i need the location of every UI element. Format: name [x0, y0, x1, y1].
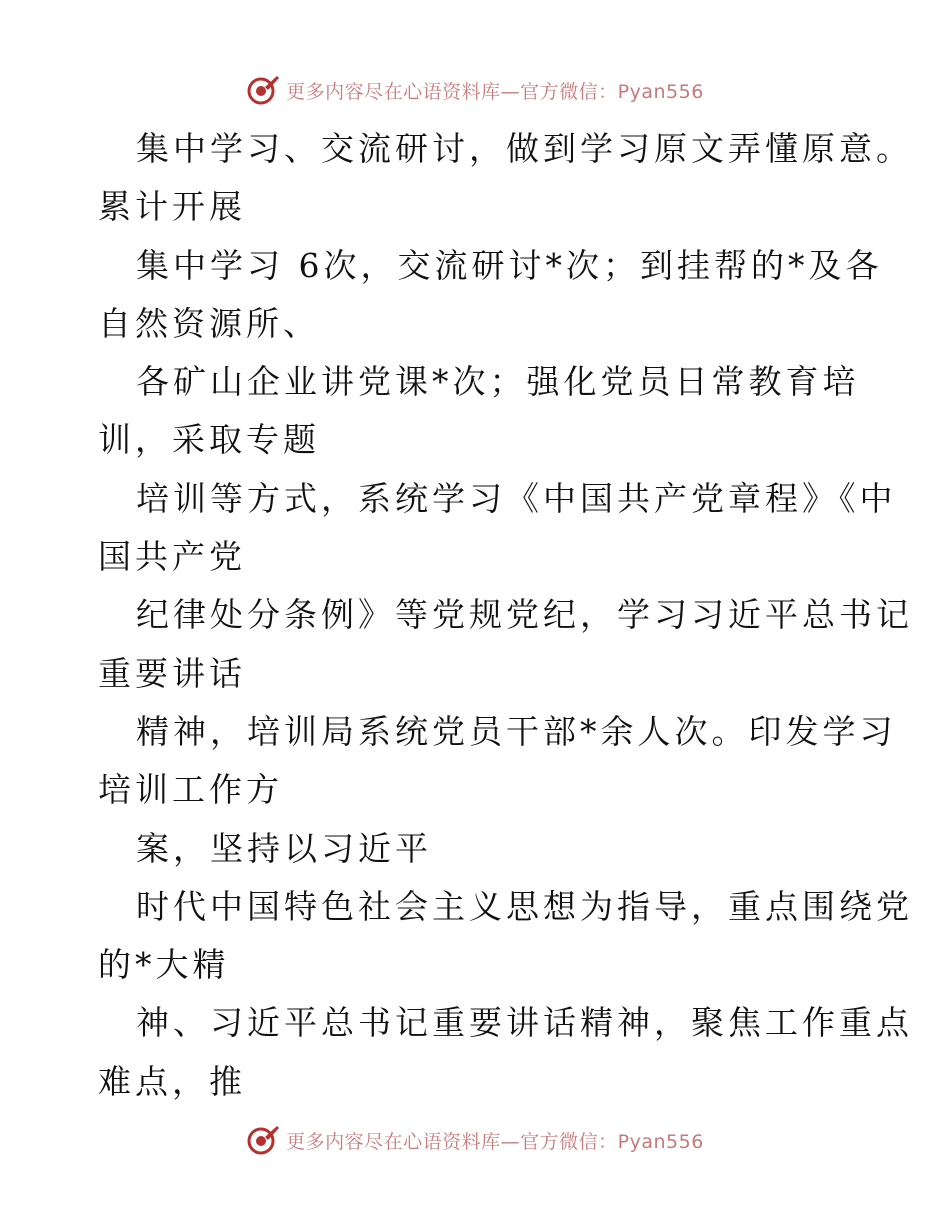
text-line: 培训等方式，系统学习《中国共产党章程》《中 — [136, 478, 897, 518]
text-line: 的*大精 — [98, 945, 230, 985]
pen-logo-icon — [246, 73, 280, 107]
text-line: 神、习近平总书记重要讲话精神，聚焦工作重点 — [136, 1003, 913, 1043]
text-line: 自然资源所、 — [98, 303, 320, 343]
text-line: 训，采取专题 — [98, 420, 320, 460]
header-watermark — [0, 70, 950, 110]
text-line: 精神，培训局系统党员干部*余人次。印发学习 — [136, 711, 897, 751]
text-line: 各矿山企业讲党课*次；强化党员日常教育培 — [136, 362, 860, 402]
watermark-text: 更多内容尽在心语资料库—官方微信：Pyan556 — [286, 1130, 704, 1153]
document-body — [98, 120, 913, 1111]
text-line: 案，坚持以习近平 — [136, 828, 432, 868]
watermark-text: 更多内容尽在心语资料库—官方微信：Pyan556 — [286, 80, 704, 103]
text-line: 重要讲话 — [98, 653, 246, 693]
pen-logo-icon — [246, 1123, 280, 1157]
text-line: 时代中国特色社会主义思想为指导，重点围绕党 — [136, 886, 913, 926]
text-line: 纪律处分条例》等党规党纪，学习习近平总书记 — [136, 595, 913, 635]
text-line: 集中学习 6次，交流研讨*次；到挂帮的*及各 — [136, 245, 883, 285]
text-line: 培训工作方 — [98, 770, 283, 810]
text-line: 集中学习、交流研讨，做到学习原文弄懂原意。 — [136, 129, 913, 168]
text-line: 累计开展 — [98, 187, 246, 227]
text-line: 难点，推 — [98, 1061, 246, 1101]
footer-watermark — [0, 1120, 950, 1160]
text-line: 国共产党 — [98, 537, 246, 577]
